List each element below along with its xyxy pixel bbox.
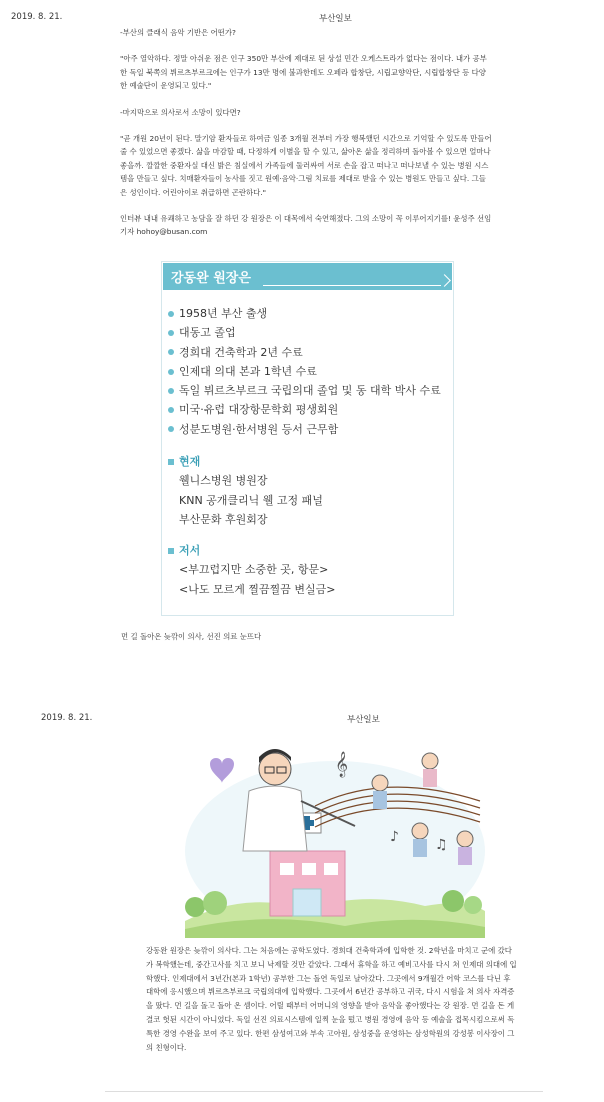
tree-icon (442, 890, 464, 912)
child-figure (458, 847, 472, 865)
profile-box-header (163, 263, 452, 290)
profile-title: 강동완 원장은 (171, 271, 251, 286)
music-note-icon: ♪ (390, 829, 399, 845)
page-divider (105, 1091, 543, 1092)
career-item: 인제대 의대 본과 1학년 수료 (168, 362, 441, 381)
tree-icon (464, 896, 482, 914)
music-note-icon: ♫ (435, 837, 448, 853)
bullet-icon (168, 330, 174, 336)
article-paragraph: 인터뷰 내내 유쾌하고 농담을 잘 하던 강 원장은 이 대목에서 숙연해졌다. 그의 소망이 꼭 이루어지기를! 윤성주 선임기자 hohoy@busan.com (120, 214, 492, 237)
bullet-icon (168, 349, 174, 355)
door-icon (293, 889, 321, 916)
doctor-coat (243, 786, 307, 851)
career-item: 1958년 부산 출생 (168, 304, 441, 323)
page2-article-body: 강동완 원장은 늦깎이 의사다. 그는 처음에는 공학도였다. 경희대 건축학과에 입학한 것. 2학년을 마치고 군에 갔다가 복학했는데, 중간고사를 치고 보니 낙제할 것만 같았다. 그래서 휴학을 하고 예비고사를 다시 쳐 인제대 의대에 입학했다. 인제대에서 3년간(본과 1학년) 공부한 그는 돌연 독일로 날아갔다. 그곳에서 9개월간 어학 코스를 다닌 후 대학에 응시했으며 뷔르츠부르크 국립의대에 입학했다. 그곳에서 6년간 공부하고 귀국, 다시 시험을 쳐 의사 자격증을 땄다. 먼 길을 돌고 돌아 온 셈이다. 어릴 때부터 어머니의 영향을 받아 음악을 좋아했다는 강 원장. 먼 길을 돈 게 결코 헛된 시간이 아니었다. 독일 선진 의료시스템에 일찍 눈을 떴고 병원 경영에 음악 등 예술을 접목시킴으로써 독특한 경영 수완을 보여 주고 있다. 한편 삼성여고와 부속 고아원, 삼성중을 운영하는 삼성학원의 강성봉 이사장이 그의 친형이다. (146, 946, 517, 1052)
treble-clef-icon: 𝄞 (335, 752, 349, 777)
header-rule (263, 285, 441, 286)
window-icon (324, 863, 338, 875)
child-figure (372, 775, 388, 791)
page1-caption: 먼 길 돌아온 늦깎이 의사, 선진 의료 눈뜨다 (121, 632, 262, 641)
page2-date: 2019. 8. 21. (41, 713, 93, 723)
current-heading: 현재 (168, 453, 323, 471)
bullet-icon (168, 407, 174, 413)
works-heading: 저서 (168, 542, 335, 560)
child-figure (422, 753, 438, 769)
window-icon (280, 863, 294, 875)
page2-paper-name: 부산일보 (347, 715, 380, 725)
profile-current-section (168, 453, 323, 530)
career-item: 경희대 건축학과 2년 수료 (168, 343, 441, 362)
child-figure (373, 791, 387, 809)
profile-career-list (168, 304, 441, 439)
article-paragraph: -부산의 클래식 음악 기반은 어떤가? (120, 28, 236, 37)
profile-box (161, 261, 454, 616)
bullet-icon (168, 426, 174, 432)
article-paragraph: "아주 열악하다. 정말 아쉬운 점은 인구 350만 부산에 제대로 된 상설 민간 오케스트라가 없다는 점이다. 내가 공부한 독일 북쪽의 뷔르츠부르크에는 인구가 13만 명에 불과한데도 오페라 합창단, 시립교향악단, 시립합창단 등 다양한 예술단이 운영되고 있다." (120, 54, 487, 91)
child-figure (412, 823, 428, 839)
current-item: 웰니스병원 병원장 (179, 474, 268, 487)
works-list (168, 560, 335, 599)
article-paragraph: "곧 개원 20년이 된다. 말기암 환자들로 하여금 임종 3개월 전부터 가장 행복했던 시간으로 기억할 수 있도록 만들어 줄 수 있었으면 좋겠다. 삶을 마감할 때, 다정하게 이별을 할 수 있고, 삶아온 삶을 정리하며 돌아볼 수 있으면 얼마나 좋을까. 깔깔한 중환자실 대신 밝은 침실에서 가족들에 둘러싸여 서로 손을 잡고 떠나고 떠나보낼 수 있는 병원 시스템을 만들고 싶다. 치매환자들이 농사를 짓고 원예·음악·그림 치료를 제대로 받을 수 있는 병원도 만들고 싶다. 그들은 성인이다. 어린아이로 취급하면 곤란하다." (120, 134, 492, 197)
bullet-icon (168, 388, 174, 394)
window-icon (302, 863, 316, 875)
career-item: 미국·유럽 대장항문학회 평생회원 (168, 400, 441, 419)
heart-icon (210, 758, 234, 783)
works-item: <나도 모르게 찔끔찔끔 변실금> (179, 582, 336, 596)
child-figure (413, 839, 427, 857)
square-bullet-icon (168, 459, 174, 465)
profile-works-section (168, 542, 335, 599)
tree-icon (185, 897, 205, 917)
career-item: 독일 뷔르츠부르크 국립의대 졸업 및 동 대학 박사 수료 (168, 381, 441, 400)
bullet-icon (168, 369, 174, 375)
current-list (168, 471, 323, 530)
doctor-music-illustration (185, 731, 485, 938)
works-item: <부끄럽지만 소중한 곳, 항문> (179, 563, 329, 576)
page1-date: 2019. 8. 21. (11, 12, 63, 22)
page1-article-body (120, 26, 492, 239)
tree-icon (203, 891, 227, 915)
square-bullet-icon (168, 548, 174, 554)
career-item: 성분도병원·한서병원 등서 근무함 (168, 420, 441, 439)
child-figure (457, 831, 473, 847)
career-item: 대동고 졸업 (168, 323, 441, 342)
article-paragraph: -마지막으로 의사로서 소망이 있다면? (120, 107, 241, 117)
current-item: 부산문화 후원회장 (179, 513, 268, 526)
current-item: KNN 공개클리닉 웰 고정 패널 (179, 493, 323, 507)
child-figure (423, 769, 437, 787)
bullet-icon (168, 311, 174, 317)
page1-paper-name: 부산일보 (319, 14, 352, 24)
